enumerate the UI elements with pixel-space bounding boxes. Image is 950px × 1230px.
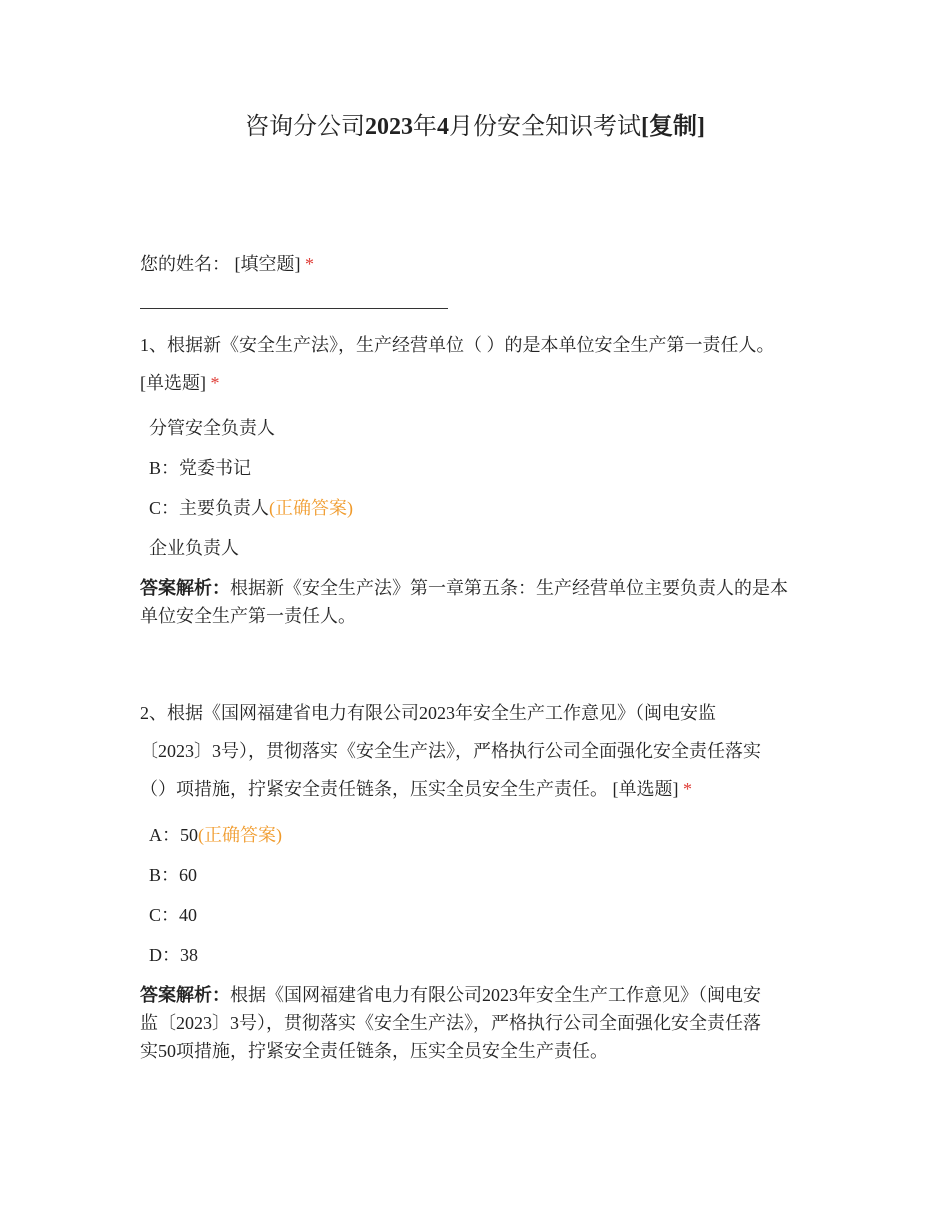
question-2-stem-line-2: 〔2023〕3号），贯彻落实《安全生产法》，严格执行公司全面强化安全责任落实 [140, 741, 761, 761]
question-1-explanation [140, 574, 815, 630]
title-part-2: 年 [413, 114, 437, 140]
title-copy-tag: [复制] [641, 114, 705, 140]
explanation-label: 答案解析： [140, 985, 230, 1005]
title-month: 4 [437, 114, 449, 140]
option-text: A：50 [149, 825, 198, 845]
question-1-option[interactable] [149, 416, 275, 440]
option-text: B：党委书记 [149, 458, 252, 478]
required-mark: * [210, 373, 220, 393]
explanation-line-2: 监〔2023〕3号），贯彻落实《安全生产法》，严格执行公司全面强化安全责任落 [140, 1013, 761, 1033]
explanation-line-1 [140, 981, 815, 1009]
question-1-option[interactable] [149, 456, 251, 480]
explanation-label: 答案解析： [140, 578, 230, 598]
required-mark: * [305, 254, 314, 274]
explanation-text: 根据《国网福建省电力有限公司2023年安全生产工作意见》（闽电安 [230, 985, 761, 1005]
question-2-option[interactable] [149, 863, 197, 887]
required-mark: * [683, 779, 692, 799]
option-text: D：38 [149, 945, 198, 965]
page-title [0, 112, 950, 142]
question-2-stem-text: （）项措施，拧紧安全责任链条，压实全员安全生产责任。 [单选题] [140, 779, 679, 799]
question-1-type: [单选题] [140, 373, 206, 393]
name-question-label: 您的姓名： [140, 254, 230, 274]
title-year: 2023 [365, 114, 413, 140]
name-question [140, 252, 314, 276]
correct-answer-note: (正确答案) [269, 498, 354, 518]
question-2-stem-line-1: 2、根据《国网福建省电力有限公司2023年安全生产工作意见》（闽电安监 [140, 703, 716, 723]
question-2-stem [140, 694, 815, 808]
explanation-text: 根据新《安全生产法》第一章第五条：生产经营单位主要负责人的是本 [230, 578, 788, 598]
option-text: C：40 [149, 905, 198, 925]
question-1-stem-line-1: 1、根据新《安全生产法》，生产经营单位（ ）的是本单位安全生产第一责任人。 [140, 335, 775, 355]
question-1-stem [140, 326, 815, 402]
question-2-option[interactable] [149, 823, 282, 847]
question-2-stem-line-3 [140, 770, 815, 808]
question-2-option[interactable] [149, 903, 197, 927]
name-answer-line[interactable] [140, 308, 448, 309]
explanation-line-2: 单位安全生产第一责任人。 [140, 606, 356, 626]
question-1-option[interactable] [149, 536, 239, 560]
option-text: C：主要负责人 [149, 498, 270, 518]
question-2-explanation [140, 981, 815, 1065]
name-question-type: [填空题] [234, 254, 301, 274]
question-1-option[interactable] [149, 496, 353, 520]
question-2-option[interactable] [149, 943, 198, 967]
option-text: 企业负责人 [149, 538, 239, 558]
option-text: B：60 [149, 865, 198, 885]
explanation-line-1 [140, 574, 815, 602]
title-part-3: 月份安全知识考试 [449, 114, 641, 140]
option-text: 分管安全负责人 [149, 418, 275, 438]
explanation-line-3: 实50项措施，拧紧安全责任链条，压实全员安全生产责任。 [140, 1041, 608, 1061]
correct-answer-note: (正确答案) [198, 825, 282, 845]
question-1-stem-line-2 [140, 364, 815, 402]
title-part-1: 咨询分公司 [245, 114, 365, 140]
